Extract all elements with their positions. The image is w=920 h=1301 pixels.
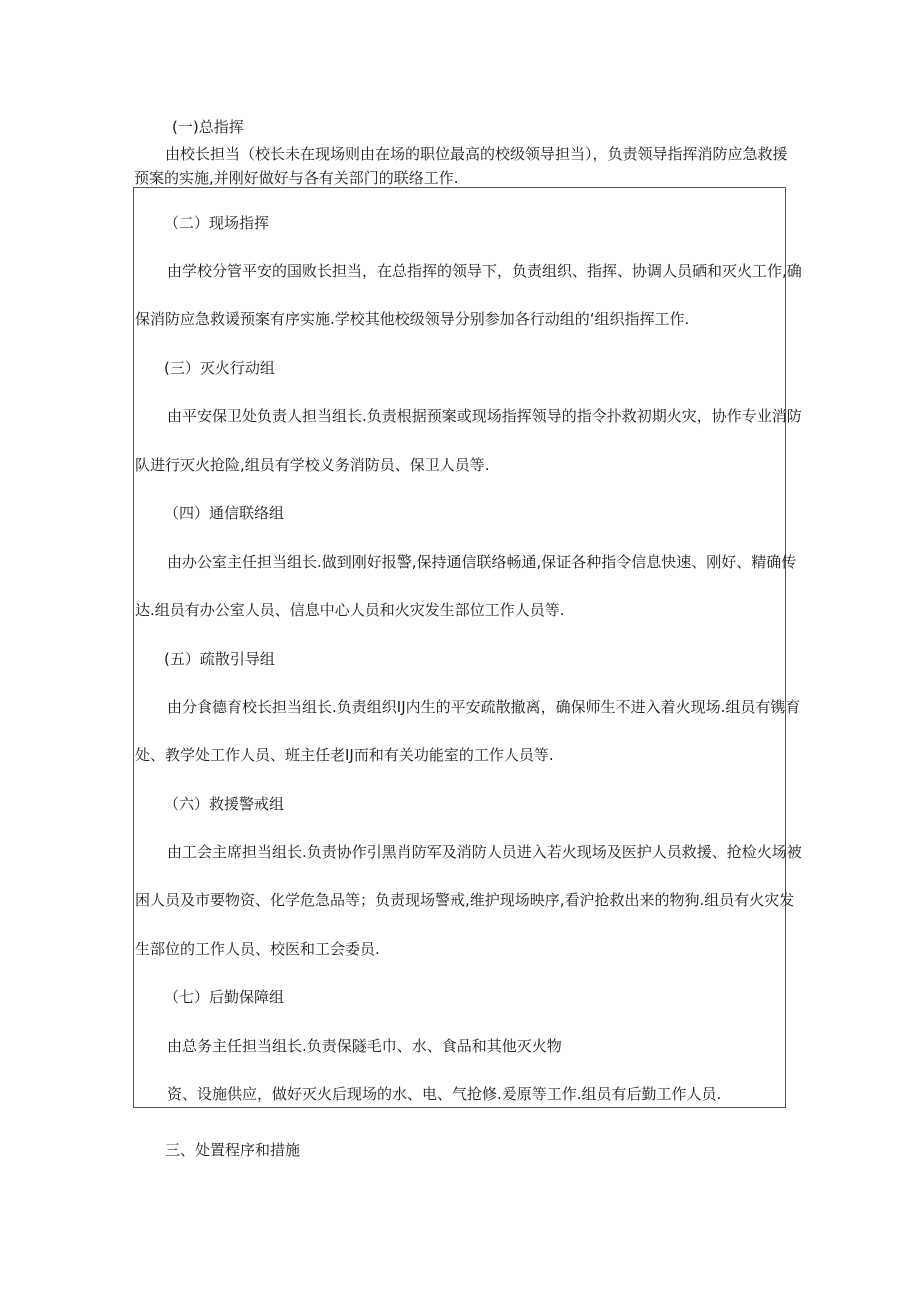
s6-line-2: 困人员及市要物资、化学危急品等；负责现场警戒,维护现场映序,看沪抢救出来的物狗.组员有火灾发 — [135, 891, 795, 909]
s5-line-2: 处、教学处工作人员、班主任老IJ而和有关功能室的工作人员等. — [135, 746, 554, 764]
s4-line-2: 达.组员有办公室人员、信息中心人员和火灾发生部位工作人员等. — [135, 601, 565, 619]
s3-line-2: 队进行灭火抢险,组员有学校义务消防员、保卫人员等. — [135, 456, 490, 474]
section-3-heading: 三、处置程序和措施 — [165, 1141, 301, 1159]
s6-line-3: 生部位的工作人员、校医和工会委员. — [135, 940, 380, 958]
s3-heading: (三）灭火行动组 — [164, 359, 275, 377]
s2-line-2: 保消防应急救谖预案有序实施.学校其他校级领导分别参加各行动组的‘组织指挥工作. — [135, 310, 690, 328]
s3-line-1: 由平安保卫处负责人担当组长.负责根据预案或现场指挥领导的指令扑救初期火灾，协作专业消防 — [167, 407, 802, 425]
s7-line-1: 由总务主任担当组长.负责保隧毛巾、水、食品和其他灭火物 — [167, 1037, 562, 1055]
content-box — [133, 187, 802, 1108]
s4-heading: （四）通信联络组 — [164, 504, 285, 522]
section-1-line-2: 预案的实施,并刚好做好与各有关部门的联络工作. — [134, 169, 459, 187]
s6-heading: （六）救援警戒组 — [164, 795, 285, 813]
s7-line-2: 资、设施供应，做好灭火后现场的水、电、气抢修.爰原等工作.组员有后勤工作人员. — [167, 1085, 722, 1103]
section-1-line-1: 由校长担当（校长未在现场则由在场的职位最高的校级领导担当），负责领导指挥消防应急救援 — [165, 145, 788, 163]
s2-heading: （二）现场指挥 — [164, 214, 270, 232]
s4-line-1: 由办公室主任担当组长.做到刚好报警,保持通信联络畅通,保证各种指令信息快速、刚好、精确传 — [167, 553, 797, 571]
s2-line-1: 由学校分管平安的国败长担当，在总指挥的领导下，负责组织、指挥、协调人员硒和灭火工作,确 — [167, 262, 802, 280]
s6-line-1: 由工会主席担当组长.负责协作引黑肖防军及消防人员进入若火现场及医护人员救援、抢检火场被 — [167, 843, 802, 861]
s7-heading: （七）后勤保障组 — [164, 988, 285, 1006]
section-1-heading: (一)总指挥 — [172, 118, 244, 136]
s5-heading: (五）疏散引导组 — [164, 650, 275, 668]
s5-line-1: 由分食德育校长担当组长.负责组织IJ内生的平安疏散撤离，确保师生不进入着火现场.组员有镌育 — [167, 698, 801, 716]
